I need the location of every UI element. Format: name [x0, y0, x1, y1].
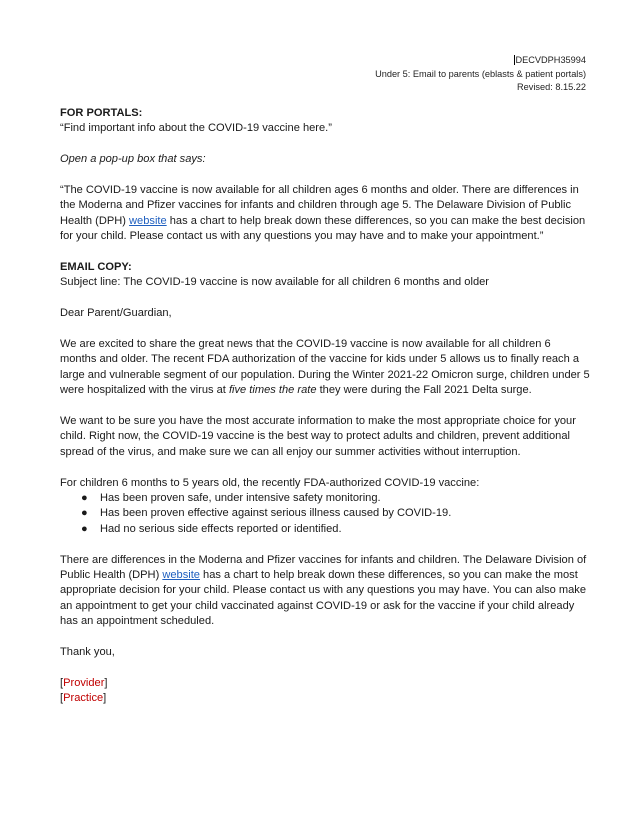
popup-text-part1: “The COVID-19 vaccine is now available for all children ages 6 months and older. There are differences in the Moderna and Pfizer vaccines for infants and children through age 5. The Delaware Division of Public Health (DPH)	[60, 184, 579, 227]
portals-heading: FOR PORTALS:	[60, 107, 143, 119]
document-meta	[375, 54, 586, 95]
list-item	[81, 491, 590, 506]
email-paragraph-3	[60, 553, 590, 630]
doc-subtitle: Under 5: Email to parents (eblasts & patient portals)	[375, 68, 586, 79]
popup-website-link[interactable]: website	[129, 214, 167, 227]
text-cursor	[514, 55, 515, 65]
list-item	[81, 522, 590, 537]
bullet-icon: ●	[81, 522, 88, 535]
list-intro: For children 6 months to 5 years old, the recently FDA-authorized COVID-19 vaccine:	[60, 476, 480, 489]
email-heading: EMAIL COPY:	[60, 261, 132, 274]
email-paragraph-2: We want to be sure you have the most accurate information to make the most appropriate choice for your child. Right now, the COVID-19 vaccine is the best way to protect adults and children, prevent additional spread of the virus, and make sure we can all enjoy our summer activities without interruption.	[60, 415, 576, 458]
popup-text-part2: has a chart to help break down these differences, so you can make the best decision for your child. Please contact us with any questions you may have and to make your appointment.”	[60, 214, 586, 243]
bracket-close: ]	[104, 676, 108, 689]
popup-instruction: Open a pop-up box that says:	[60, 153, 206, 166]
bracket-open: [	[60, 692, 64, 705]
doc-id	[375, 54, 586, 68]
bracket-open: [	[60, 676, 64, 689]
para1-emphasis: five times the rate	[228, 384, 317, 397]
practice-placeholder: Practice	[63, 692, 104, 705]
email-subject: Subject line: The COVID-19 vaccine is now available for all children 6 months and older	[60, 276, 489, 289]
doc-revised: Revised: 8.15.22	[517, 82, 586, 92]
bullet-icon: ●	[81, 507, 88, 520]
dph-website-link[interactable]: website	[162, 569, 200, 582]
document-body	[60, 106, 590, 707]
list-item	[81, 506, 590, 521]
para1-part2: they were during the Fall 2021 Delta surge.	[316, 384, 532, 397]
signature-provider	[60, 676, 590, 691]
popup-text	[60, 183, 590, 245]
doc-id-text: DECVDPH35994	[515, 55, 586, 65]
benefit-list	[60, 491, 590, 537]
bullet-icon: ●	[81, 492, 88, 505]
list-item-text: Has been proven effective against serious illness caused by COVID-19.	[100, 507, 452, 520]
para3-part2: has a chart to help break down these differences, so you can make the most appropriate decision for your child. Please contact us with any questions you may have. You can also make an appointment to get your child vaccinated against COVID-19 or ask for the vaccine if your child already has an appointment scheduled.	[60, 569, 587, 628]
bracket-close: ]	[103, 692, 107, 705]
email-paragraph-1	[60, 337, 590, 399]
email-closing: Thank you,	[60, 646, 115, 659]
signature-practice	[60, 691, 590, 706]
list-item-text: Has been proven safe, under intensive safety monitoring.	[100, 492, 381, 505]
email-salutation: Dear Parent/Guardian,	[60, 307, 172, 320]
provider-placeholder: Provider	[63, 676, 105, 689]
para1-part1: We are excited to share the great news that the COVID-19 vaccine is now available for all children 6 months and older. The recent FDA authorization of the vaccine for kids under 5 allows us to finally reach a large and vulnerable segment of our population. During the Winter 2021-22 Omicron surge, children under 5 were hospitalized with the virus at	[60, 338, 590, 397]
list-item-text: Had no serious side effects reported or identified.	[100, 522, 342, 535]
para3-part1: There are differences in the Moderna and Pfizer vaccines for infants and children. The Delaware Division of Public Health (DPH)	[60, 553, 587, 582]
portals-teaser: “Find important info about the COVID-19 vaccine here.”	[60, 122, 332, 135]
